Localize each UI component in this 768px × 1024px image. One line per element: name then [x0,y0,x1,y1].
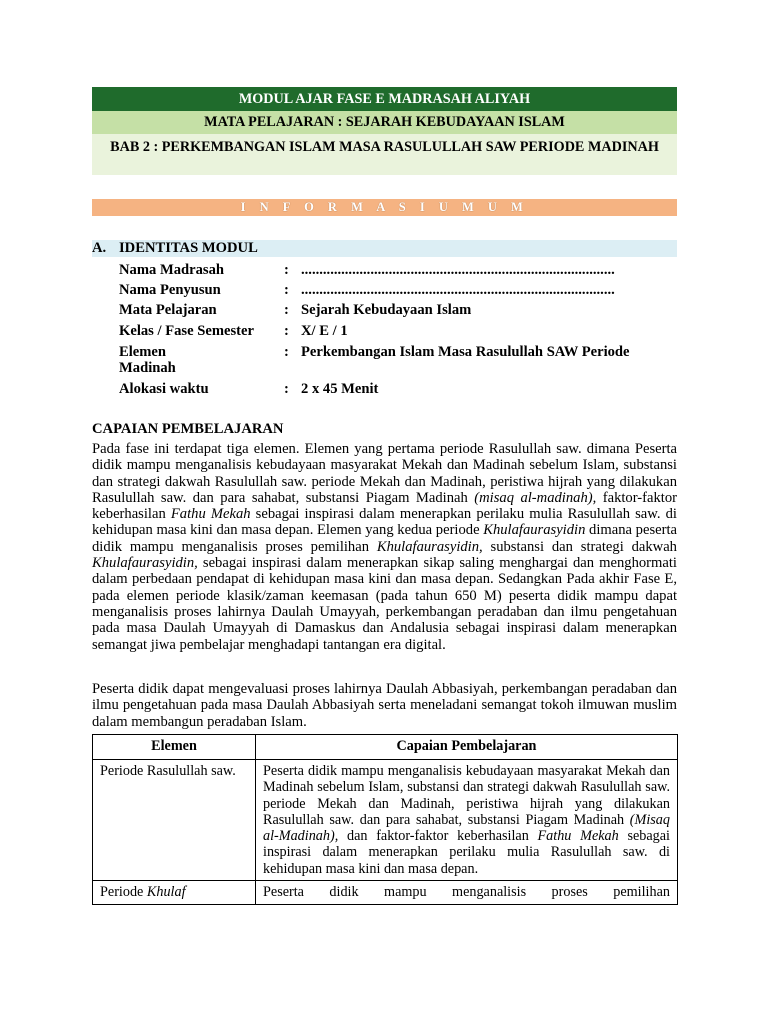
identity-key: Mata Pelajaran [119,302,217,318]
identity-key: Kelas / Fase Semester [119,323,254,339]
table-cell-capaian: Peserta didik mampu menganalisis proses pemilihan [256,881,678,905]
table-header-elemen: Elemen [93,735,256,760]
identity-key: Elemen Madinah [119,344,176,376]
identity-key: Alokasi waktu [119,381,209,397]
identity-sep: : [284,262,289,278]
module-title: MODUL AJAR FASE E MADRASAH ALIYAH [92,87,677,111]
text-run: Periode [100,884,147,901]
identity-sep: : [284,282,289,298]
identity-sep: : [284,302,289,318]
text-run-italic: Khulafaurasyidin [483,522,586,539]
identity-key: Nama Madrasah [119,262,224,278]
text-run: Peserta didik mampu menganalisis kebudayaan masyarakat Mekah dan Madinah sebelum Islam, substansi dan strategi dakwah Rasulullah saw. periode Mekah dan Madinah, peristiwa hijrah yang dilakukan Rasulullah saw. dan para sahabat, substansi Piagam Madinah [263,763,670,828]
text-run-italic: Fathu Mekah [170,506,251,523]
identity-value: ...................................................................................... [301,282,615,298]
table-header-capaian: Capaian Pembelajaran [256,735,678,760]
text-run: sebagai inspirasi dalam menerapkan perilaku mulia Rasulullah saw. di kehidupan masa kini dan masa depan. [263,828,670,877]
text-run-italic: (misaq al-madinah), [474,489,597,506]
text-run-italic: Khulafaurasyidin, [92,555,198,572]
capaian-heading: CAPAIAN PEMBELAJARAN [92,421,284,437]
chapter-title: BAB 2 : PERKEMBANGAN ISLAM MASA RASULULLAH SAW PERIODE MADINAH [92,134,677,175]
table-cell-elemen: Periode Rasulullah saw. [93,760,256,881]
text-run: dan faktor-faktor keberhasilan [338,828,538,845]
identity-value: 2 x 45 Menit [301,381,379,397]
table-header-row [93,735,678,760]
text-run-italic: Khulafaurasyidin, [376,538,483,555]
identity-value: X/ E / 1 [301,323,348,339]
section-letter: A. [92,240,107,256]
text-run: sebagai inspirasi dalam menerapkan sikap saling menghargai dan menghormati dalam perbedaan pendapat di kehidupan masa kini dan masa depan. Sedangkan Pada akhir Fase E, pada elemen periode klasik/zaman keemasan (pada tahun 650 M) peserta didik mampu dapat menganalisis proses lahirnya Daulah Umayyah, perkembangan peradaban dan ilmu pengetahuan pada masa Daulah Umayyah di Damaskus dan Andalusia sebagai inspirasi dalam menerapkan semangat jiwa pembelajar menghadapi tantangan era digital. [92,555,677,653]
text-run-italic: Fathu Mekah [537,828,619,845]
subject-title: MATA PELAJARAN : SEJARAH KEBUDAYAAN ISLAM [92,111,677,134]
capaian-paragraph-1 [92,441,677,653]
info-umum-banner: I N F O R M A S I U M U M [92,199,677,216]
text-run: Pada fase ini terdapat tiga elemen. Elemen yang pertama periode Rasulullah saw. dimana Peserta didik mampu menganalisis kebudayaan masyarakat Mekah dan Madinah sebelum Islam, substansi dan strategi dakwah Rasulullah saw. periode Mekah dan Madinah, peristiwa hijrah yang dilakukan Rasulullah saw. dan para sahabat, substansi Piagam Madinah [92,441,677,506]
table-row [93,760,678,881]
identity-sep: : [284,344,289,360]
section-title: IDENTITAS MODUL [119,240,258,256]
identity-value: Sejarah Kebudayaan Islam [301,302,472,318]
text-run: dimana peserta didik mampu menganalisis proses pemilihan [92,522,677,555]
table-cell-elemen [93,881,256,905]
text-run: substansi dan strategi dakwah [482,538,677,555]
identity-value: ...................................................................................... [301,262,615,278]
capaian-table [92,734,678,905]
text-run-italic: Khulaf [146,884,186,901]
identity-sep: : [284,323,289,339]
section-a-heading [92,240,677,257]
identity-sep: : [284,381,289,397]
text-run-italic: (Misaq al-Madinah), [263,811,670,845]
identity-value: Perkembangan Islam Masa Rasulullah SAW Periode [301,344,630,360]
text-run: faktor-faktor keberhasilan [92,489,677,523]
capaian-paragraph-2: Peserta didik dapat mengevaluasi proses lahirnya Daulah Abbasiyah, perkembangan peradaban dan ilmu pengetahuan pada masa Daulah Abbasiyah serta meneladani semangat tokoh ilmuwan muslim dalam membangun peradaban Islam. [92,681,677,730]
text-run: sebagai inspirasi dalam menerapkan perilaku mulia Rasulullah saw. di kehidupan masa kini dan masa depan. Elemen yang kedua periode [92,506,677,539]
identity-key: Nama Penyusun [119,282,221,298]
table-cell-capaian [256,760,678,881]
table-row [93,881,678,905]
